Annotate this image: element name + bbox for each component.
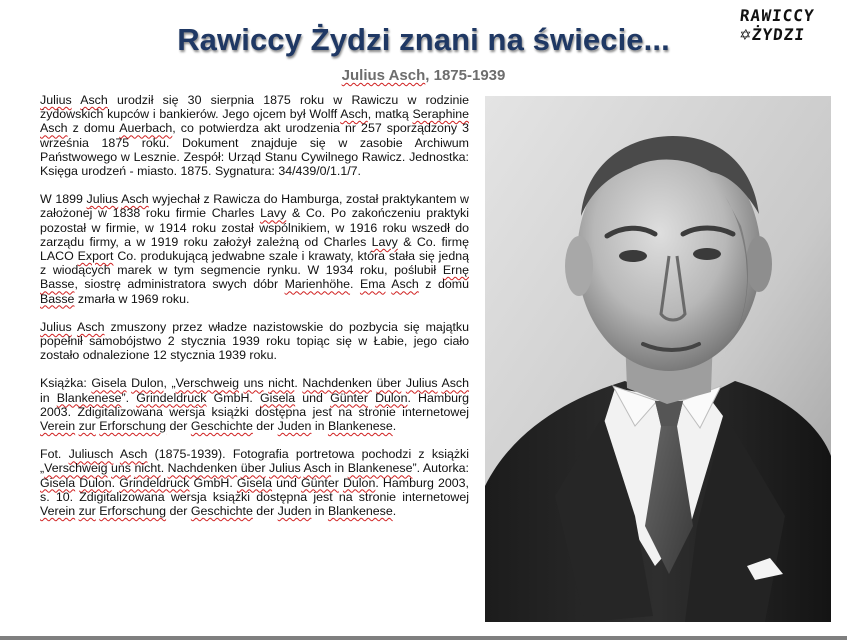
- spellcheck-word: Günter: [330, 390, 368, 405]
- spellcheck-word: über: [240, 461, 266, 476]
- article-text: [40, 93, 469, 532]
- text-run: zmarła w 1969 roku.: [74, 291, 190, 306]
- spellcheck-word: Dulon: [131, 376, 164, 391]
- spellcheck-word: Lavy: [371, 234, 398, 249]
- text-run: & Co. Po zakończeniu praktyki pozostał w firmie, w 1914 roku został wspólnikiem, w 1916 roku wszedł do zarządu firmy, a w 1919 roku założył zależną od Charles: [40, 206, 469, 249]
- text-run: .: [392, 419, 397, 434]
- text-run: GmbH.: [189, 475, 237, 490]
- spellcheck-word: Juliusch: [68, 447, 114, 462]
- spellcheck-word: über: [376, 376, 402, 391]
- spellcheck-word: nicht: [134, 461, 161, 476]
- spellcheck-word: Export: [77, 249, 114, 264]
- spellcheck-word: Julius: [40, 319, 72, 334]
- portrait-photo: [485, 96, 831, 622]
- paragraph-book-source: [40, 376, 469, 433]
- text-run: & Co. firmę LACO: [40, 234, 469, 264]
- spellcheck-word: Blankenese: [327, 504, 393, 519]
- text-run: der: [252, 419, 278, 434]
- subtitle-dates: , 1875-1939: [425, 67, 506, 84]
- spellcheck-word: Asch: [303, 461, 332, 476]
- text-run: der: [252, 504, 278, 519]
- text-run: .: [111, 475, 120, 490]
- spellcheck-word: Grindeldruck: [136, 390, 207, 405]
- logo-line-1: RAWICCY: [739, 6, 816, 25]
- spellcheck-word: Erforschung: [99, 419, 167, 434]
- page-title: Rawiccy Żydzi znani na świecie...: [177, 22, 670, 57]
- spellcheck-word: zur: [78, 419, 96, 434]
- text-run: Książka:: [40, 376, 92, 391]
- spellcheck-word: Geschichte: [190, 504, 253, 519]
- paragraph-birth: [40, 93, 469, 178]
- text-run: (1875-1939). Fotografia portretowa pochodzi z książki „: [40, 447, 470, 476]
- spellcheck-word: Asch: [391, 277, 419, 292]
- page-subtitle: [0, 67, 847, 84]
- text-run: . Hamburg 2003, s. 10. Zdigitalizowana wersja książki dostępna jest na stronie internetowej: [40, 475, 469, 504]
- spellcheck-word: uns: [243, 376, 264, 391]
- spellcheck-word: Geschichte: [190, 419, 253, 434]
- text-run: der: [166, 504, 191, 519]
- star-of-david-icon: ✡: [738, 24, 753, 45]
- spellcheck-word: Günter: [300, 475, 339, 490]
- spellcheck-word: Julius: [405, 376, 438, 391]
- text-run: .: [160, 461, 168, 476]
- text-run: GmbH.: [206, 390, 260, 405]
- spellcheck-word: Asch: [121, 192, 149, 207]
- text-run: zmuszony przez władze nazistowskie do pozbycia się majątku popełnił samobójstwo 2 stycznia 1939 roku topiąc się w Łabie, jego ciało zostało odnalezione 12 stycznia 1939 roku.: [40, 319, 469, 363]
- text-run: in: [40, 390, 57, 405]
- spellcheck-word: Juden: [277, 504, 312, 519]
- portrait-illustration: [485, 96, 831, 622]
- text-run: und: [295, 390, 331, 405]
- spellcheck-word: nicht: [268, 376, 295, 391]
- spellcheck-word: Dulon: [375, 390, 408, 405]
- text-run: Co. produkującą jedwabne szale i krawaty, która stała się jedną z wiodących marek w tym segmencie rynku. W 1934 roku, poślubił: [40, 249, 469, 278]
- spellcheck-word: Grindeldruck: [119, 475, 190, 490]
- text-run: der: [166, 419, 191, 434]
- spellcheck-word: Auerbach: [119, 121, 173, 136]
- spellcheck-word: zur: [78, 504, 96, 519]
- text-run: .: [294, 376, 303, 391]
- spellcheck-word: Dulon: [342, 475, 376, 490]
- spellcheck-word: Asch: [40, 121, 68, 136]
- spellcheck-word: Asch: [80, 93, 108, 107]
- spellcheck-word: Blankenese: [56, 390, 122, 405]
- paragraph-career: [40, 192, 469, 306]
- text-run: ”. Autorka:: [412, 461, 469, 476]
- spellcheck-word: Verschweig: [44, 461, 108, 476]
- spellcheck-word: Juden: [277, 419, 312, 434]
- spellcheck-word: Basse: [40, 277, 75, 292]
- text-run: in: [331, 461, 348, 476]
- text-run: , co potwierdza akt urodzenia nr 257 sporządzony 3 września 1875 roku. Dokument znajduje się w zasobie Archiwum Państwowego w Lesznie. Zespół: Urząd Stanu Cywilnego Rawicz. Jednostka: Księga urodzeń - miasto. 1875. Sygnatura: 34/439/0/1.1/7.: [40, 121, 469, 179]
- text-run: in: [311, 504, 328, 519]
- spellcheck-word: Julius: [86, 192, 119, 207]
- spellcheck-word: Asch: [119, 447, 148, 462]
- text-run: Fot.: [40, 447, 69, 462]
- spellcheck-word: Ema: [359, 277, 386, 292]
- text-run: .: [350, 277, 360, 292]
- spellcheck-word: Asch: [340, 107, 368, 122]
- spellcheck-word: Verschweig: [175, 376, 239, 391]
- spellcheck-word: Nachdenken: [302, 376, 372, 391]
- text-run: z domu: [418, 277, 469, 292]
- text-run: , „: [163, 376, 176, 391]
- paragraph-photo-source: [40, 447, 469, 518]
- logo-line-2: [739, 25, 841, 44]
- logo-line-2-text: ŻYDZI: [750, 25, 807, 44]
- spellcheck-word: Gisela: [260, 390, 296, 405]
- text-run: W 1899: [40, 192, 87, 207]
- spellcheck-word: Seraphine: [412, 107, 469, 122]
- text-run: [72, 93, 81, 107]
- spellcheck-word: Blankenese: [347, 461, 413, 476]
- spellcheck-word: Blankenese: [327, 419, 393, 434]
- text-run: , matką: [367, 107, 413, 122]
- spellcheck-word: Erforschung: [99, 504, 167, 519]
- text-run: und: [272, 475, 301, 490]
- spellcheck-word: Gisela: [40, 475, 76, 490]
- spellcheck-word: Gisela: [91, 376, 127, 391]
- spellcheck-word: Gisela: [236, 475, 273, 490]
- text-run: , siostrę administratora swych dóbr: [74, 277, 285, 292]
- paragraph-death: [40, 320, 469, 363]
- spellcheck-word: Asch: [441, 376, 470, 391]
- spellcheck-word: Marienhöhe: [284, 277, 351, 292]
- text-run: wyjechał z Rawicza do Hamburga, został praktykantem w założonej w 1838 roku firmie Charles: [40, 192, 469, 221]
- spellcheck-word: Ernę: [442, 263, 469, 278]
- text-run: in: [311, 419, 328, 434]
- subtitle-name: Julius Asch: [341, 67, 426, 84]
- spellcheck-word: Julius: [269, 461, 301, 476]
- text-run: . Hamburg 2003. Zdigitalizowana wersja książki dostępna jest na stronie internetowej: [40, 390, 469, 419]
- spellcheck-word: Lavy: [260, 206, 287, 221]
- text-run: ”.: [121, 390, 137, 405]
- text-run: .: [392, 504, 397, 519]
- text-run: z domu: [67, 121, 120, 136]
- rawiccy-zydzi-logo: [740, 6, 840, 50]
- spellcheck-word: uns: [111, 461, 131, 476]
- spellcheck-word: Basse: [40, 291, 75, 306]
- spellcheck-word: Asch: [76, 319, 105, 334]
- spellcheck-word: Verein: [40, 504, 76, 519]
- text-run: urodził się 30 sierpnia 1875 roku w Rawiczu w rodzinie żydowskich kupców i bankierów. Jego ojcem był Wolff: [40, 93, 469, 122]
- spellcheck-word: Julius: [40, 93, 72, 107]
- spellcheck-word: Verein: [40, 419, 76, 434]
- spellcheck-word: Nachdenken: [167, 461, 238, 476]
- spellcheck-word: Dulon: [79, 475, 112, 490]
